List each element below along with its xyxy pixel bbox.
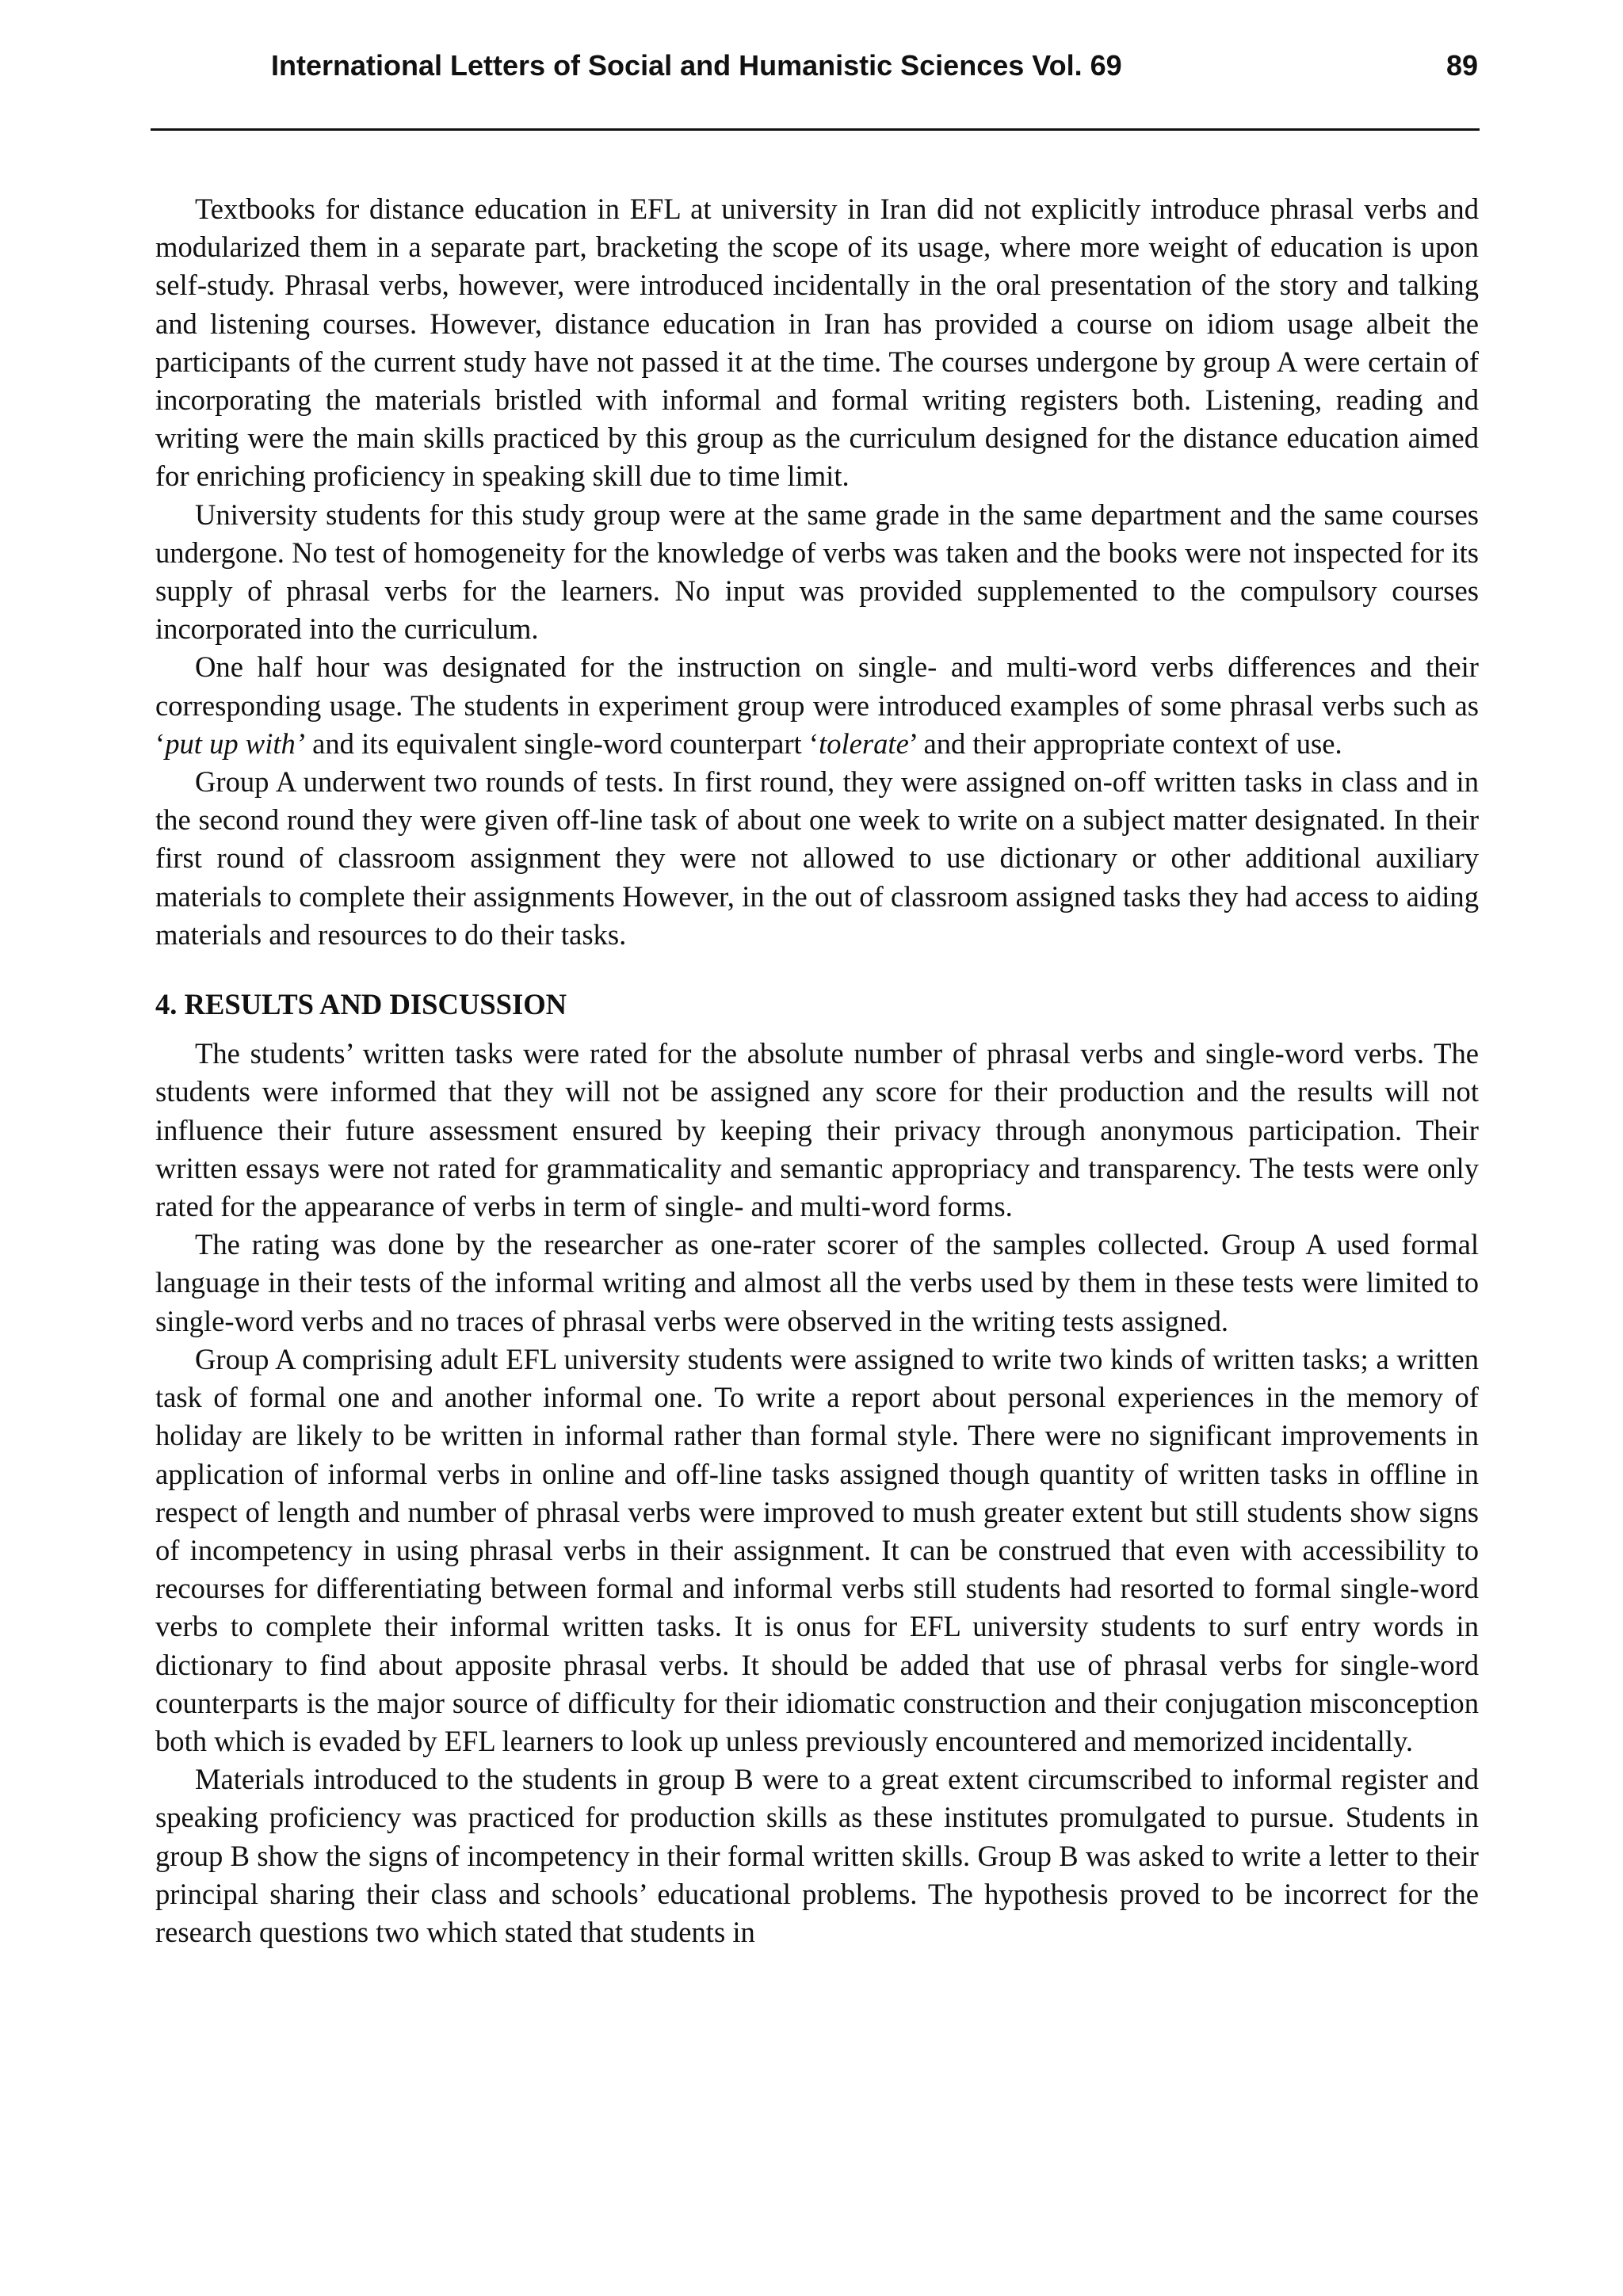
paragraph-instruction	[155, 648, 1479, 763]
article-body	[155, 190, 1479, 1951]
paragraph-group-a-tests: Group A underwent two rounds of tests. In first round, they were assigned on-off written tasks in class and in the second round they were given off-line task of about one week to write on a subject matter designated. In their first round of classroom assignment they were not allowed to use dictionary or other additional auxiliary materials to complete their assignments However, in the out of classroom assigned tasks they had access to aiding materials and resources to do their tasks.	[155, 765, 1479, 951]
paragraph-results-rating: The students’ written tasks were rated for the absolute number of phrasal verbs and single-word verbs. The students were informed that they will not be assigned any score for their production and the results will not influence their future assessment ensured by keeping their privacy through anonymous participation. Their written essays were not rated for grammaticality and semantic appropriacy and transparency. The tests were only rated for the appearance of verbs in term of single- and multi-word forms.	[155, 1037, 1479, 1223]
page-number: 89	[1445, 49, 1478, 82]
instruction-text-3: ’ and their appropriate context of use.	[908, 727, 1342, 760]
paragraph-group-b-findings: Materials introduced to the students in group B were to a great extent circumscribed to informal register and speaking proficiency was practiced for production skills as these institutes promulgated to pursue. Students in group B show the signs of incompetency in their formal written skills. Group B was asked to write a letter to their principal sharing their class and schools’ educational problems. The hypothesis proved to be incorrect for the research questions two which stated that students in	[155, 1763, 1479, 1948]
paragraph-university-students: University students for this study group were at the same grade in the same department and the same courses undergone. No test of homogeneity for the knowledge of verbs was taken and the books were not inspected for its supply of phrasal verbs for the learners. No input was provided supplemented to the compulsory courses incorporated into the curriculum.	[155, 498, 1479, 646]
instruction-text-1: One half hour was designated for the instruction on single- and multi-word verbs differences and their corresponding usage. The students in experiment group were introduced examples of some phrasal verbs such as ‘	[155, 650, 1479, 760]
paragraph-textbooks: Textbooks for distance education in EFL at university in Iran did not explicitly introduce phrasal verbs and modularized them in a separate part, bracketing the scope of its usage, where more weight of education is upon self-study. Phrasal verbs, however, were introduced incidentally in the oral presentation of the story and talking and listening courses. However, distance education in Iran has provided a course on idiom usage albeit the participants of the current study have not passed it at the time. The courses undergone by group A were certain of incorporating the materials bristled with informal and formal writing registers both. Listening, reading and writing were the main skills practiced by this group as the curriculum designed for the distance education aimed for enriching proficiency in speaking skill due to time limit.	[155, 193, 1479, 493]
section-heading: 4. RESULTS AND DISCUSSION	[155, 988, 567, 1021]
journal-title: International Letters of Social and Humanistic Sciences Vol. 69	[271, 49, 1122, 82]
running-header	[151, 35, 1478, 97]
paragraph-group-a-findings: Group A comprising adult EFL university students were assigned to write two kinds of written tasks; a written task of formal one and another informal one. To write a report about personal experiences in the memory of holiday are likely to be written in informal rather than formal style. There were no significant improvements in application of informal verbs in online and off-line tasks assigned though quantity of written tasks in offline in respect of length and number of phrasal verbs were improved to mush greater extent but still students show signs of incompetency in using phrasal verbs in their assignment. It can be construed that even with accessibility to recourses for differentiating between formal and informal verbs still students had resorted to formal single-word verbs to complete their informal written tasks. It is onus for EFL university students to surf entry words in dictionary to find about apposite phrasal verbs. It should be added that use of phrasal verbs for single-word counterparts is the major source of difficulty for their idiomatic construction and their conjugation misconception both which is evaded by EFL learners to look up unless previously encountered and memorized incidentally.	[155, 1342, 1479, 1757]
header-divider	[151, 128, 1480, 131]
example-single-word-verb: tolerate	[819, 727, 909, 760]
instruction-text-2: and its equivalent single-word counterpart ‘	[305, 727, 819, 760]
paragraph-rating-procedure: The rating was done by the researcher as one-rater scorer of the samples collected. Group A used formal language in their tests of the informal writing and almost all the verbs used by them in these tests were limited to single-word verbs and no traces of phrasal verbs were observed in the writing tests assigned.	[155, 1228, 1479, 1337]
example-phrasal-verb: put up with’	[165, 727, 305, 760]
